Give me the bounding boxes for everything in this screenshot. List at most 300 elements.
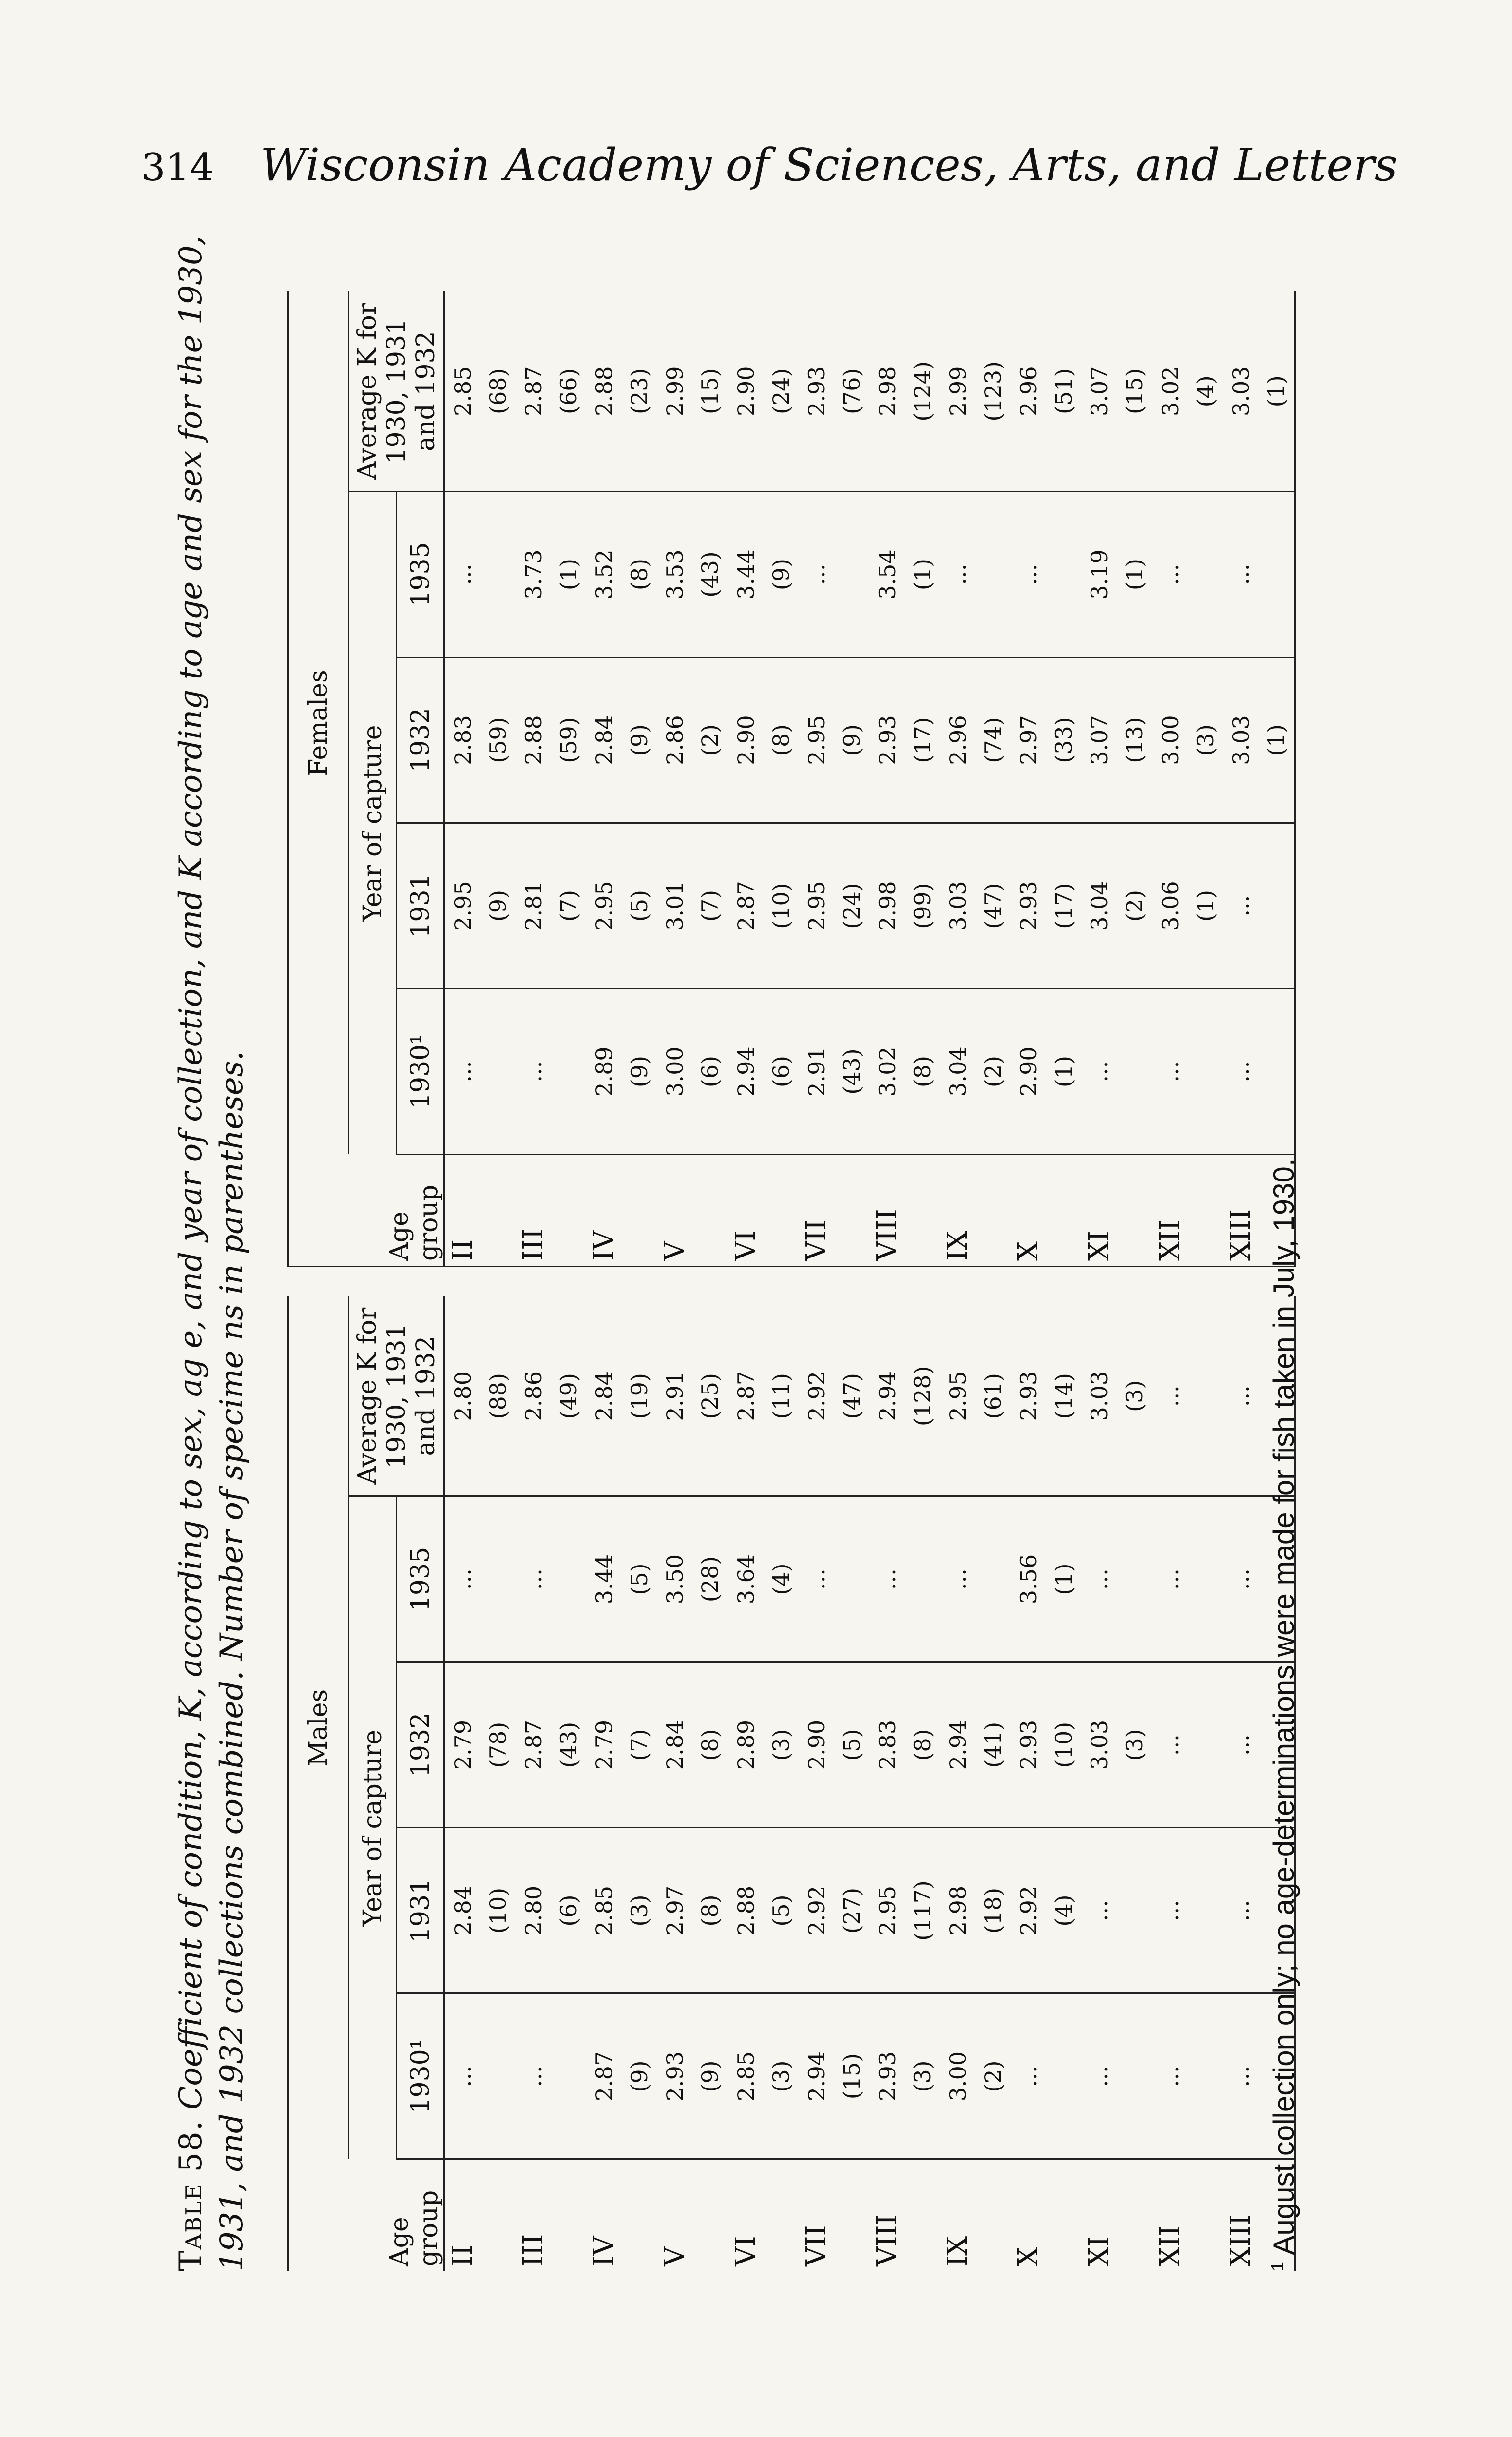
specimen-count: (59) — [485, 717, 511, 763]
k-value: ... — [520, 2066, 547, 2087]
k-value: 2.79 — [591, 1720, 618, 1770]
specimen-count: (1) — [909, 558, 936, 591]
k-value: 3.07 — [1086, 715, 1113, 765]
page-number: 314 — [141, 146, 214, 190]
specimen-count: (47) — [980, 883, 1007, 929]
age-group-cell: XI — [1083, 1231, 1115, 1261]
running-head: Wisconsin Academy of Sciences, Arts, and Letters — [260, 139, 1397, 191]
specimen-count: (3) — [1192, 724, 1219, 756]
table-row — [1082, 1296, 1152, 2271]
specimen-count: (15) — [1121, 368, 1148, 414]
table-row — [799, 1296, 870, 2271]
age-group-cell: II — [447, 2244, 478, 2266]
specimen-count: (1) — [1051, 1563, 1077, 1595]
age-group-cell: IV — [588, 2236, 620, 2266]
k-value: ... — [1086, 1900, 1113, 1921]
k-value: ... — [450, 563, 476, 585]
k-value: 2.79 — [450, 1720, 476, 1770]
specimen-count — [1117, 1829, 1152, 1993]
k-value: 2.95 — [591, 881, 618, 931]
year-of-capture-heading: Year of capture — [349, 492, 397, 1155]
specimen-count: (9) — [626, 724, 653, 756]
k-value: ... — [1086, 1568, 1113, 1590]
specimen-count — [480, 989, 516, 1154]
k-value: 2.94 — [732, 1046, 759, 1097]
k-value: 3.19 — [1086, 549, 1113, 600]
k-value: 2.80 — [450, 1371, 476, 1421]
k-value: 3.03 — [1227, 366, 1254, 416]
k-value: 3.73 — [520, 549, 547, 600]
year-heading: 1931 — [397, 1828, 445, 1993]
year-heading: 1932 — [397, 658, 445, 823]
specimen-count — [1046, 492, 1081, 657]
year-heading: 1932 — [397, 1662, 445, 1828]
tables-container — [287, 224, 1311, 2271]
table-row — [940, 291, 1011, 1266]
age-group-cell: XIII — [1225, 1209, 1257, 1261]
k-value: ... — [1227, 563, 1254, 585]
specimen-count: (9) — [626, 1055, 653, 1088]
specimen-count: (4) — [1192, 375, 1219, 407]
k-value: ... — [803, 1568, 830, 1590]
k-value: 2.97 — [662, 1885, 689, 1936]
k-value: 3.03 — [1086, 1720, 1113, 1770]
k-value: 2.95 — [803, 881, 830, 931]
k-value: 2.87 — [520, 1720, 547, 1770]
footnote-text: August collection only; no age-determinations were made for fish taken in July, 1930. — [1267, 1158, 1300, 2255]
age-group-cell: IV — [588, 1230, 620, 1261]
k-value: 2.86 — [520, 1371, 547, 1421]
specimen-count: (1) — [555, 558, 582, 591]
k-value: 3.52 — [591, 549, 618, 600]
specimen-count — [1188, 1829, 1223, 1993]
k-value: 2.93 — [662, 2051, 689, 2102]
page-header — [141, 139, 1397, 202]
k-value: 2.91 — [662, 1371, 689, 1421]
k-value: 2.99 — [662, 366, 689, 416]
specimen-count: (43) — [555, 1721, 582, 1768]
specimen-count: (4) — [1051, 1895, 1077, 1927]
specimen-count: (6) — [697, 1055, 724, 1088]
table-row — [1153, 1296, 1224, 2271]
k-value: 2.90 — [732, 366, 759, 416]
k-value: 3.50 — [662, 1554, 689, 1605]
k-value: 3.02 — [874, 1046, 900, 1097]
specimen-count — [1046, 1994, 1081, 2159]
age-group-cell: X — [1013, 1241, 1045, 1261]
k-value: 2.84 — [662, 1720, 689, 1770]
k-value: 3.53 — [662, 549, 689, 600]
k-value: ... — [1157, 2066, 1184, 2087]
specimen-count: (9) — [838, 724, 865, 756]
k-value: 2.93 — [1015, 1371, 1042, 1421]
k-value: 2.83 — [450, 715, 476, 765]
table-row — [940, 1296, 1011, 2271]
age-group-cell: IX — [942, 1231, 974, 1261]
table-row — [870, 1296, 940, 2271]
age-group-cell: II — [447, 1239, 478, 1261]
specimen-count: (43) — [838, 1048, 865, 1095]
specimen-count: (5) — [838, 1729, 865, 1761]
specimen-count: (17) — [909, 717, 936, 763]
k-value: ... — [1227, 1568, 1254, 1590]
specimen-count: (78) — [485, 1721, 511, 1768]
k-value: ... — [1227, 2066, 1254, 2087]
table-row — [1011, 291, 1082, 1266]
k-value: 3.64 — [732, 1554, 759, 1605]
k-value: 2.86 — [662, 715, 689, 765]
k-value: 2.92 — [803, 1885, 830, 1936]
k-value: ... — [1227, 1900, 1254, 1921]
table-row — [444, 291, 516, 1266]
k-value: 3.01 — [662, 881, 689, 931]
specimen-count: (10) — [485, 1887, 511, 1934]
specimen-count: (5) — [767, 1895, 794, 1927]
footnote — [1267, 224, 1301, 2271]
k-value: 2.92 — [1015, 1885, 1042, 1936]
k-value: 2.95 — [450, 881, 476, 931]
year-heading: 1935 — [397, 1496, 445, 1662]
specimen-count: (7) — [697, 890, 724, 922]
specimen-count: (123) — [980, 361, 1007, 422]
year-of-capture-heading: Year of capture — [349, 1496, 397, 2159]
specimen-count: (6) — [555, 1895, 582, 1927]
specimen-count: (23) — [626, 368, 653, 414]
specimen-count — [480, 1497, 516, 1662]
k-value: 2.85 — [450, 366, 476, 416]
specimen-count: (3) — [767, 1729, 794, 1761]
specimen-count: (59) — [555, 717, 582, 763]
specimen-count: (1) — [1051, 1055, 1077, 1088]
specimen-count: (3) — [626, 1895, 653, 1927]
k-value: ... — [1157, 1061, 1184, 1083]
table-row — [728, 291, 799, 1266]
k-value: 2.93 — [1015, 881, 1042, 931]
specimen-count: (2) — [980, 1055, 1007, 1088]
specimen-count — [976, 1497, 1011, 1662]
age-group-cell: V — [659, 1241, 691, 1261]
k-value: 2.87 — [520, 366, 547, 416]
specimen-count: (14) — [1051, 1373, 1077, 1419]
table-row — [799, 291, 870, 1266]
k-value: 2.90 — [803, 1720, 830, 1770]
specimen-count: (8) — [697, 1729, 724, 1761]
k-value: 2.87 — [732, 1371, 759, 1421]
age-group-cell: VIII — [871, 1209, 903, 1261]
k-value: 2.99 — [945, 366, 972, 416]
age-group-cell: XIII — [1225, 2214, 1257, 2266]
table-row — [657, 291, 728, 1266]
specimen-count — [1188, 989, 1223, 1154]
k-value: 2.94 — [945, 1720, 972, 1770]
k-value: 2.84 — [450, 1885, 476, 1936]
age-group-cell: III — [517, 2234, 550, 2266]
specimen-count: (8) — [697, 1895, 724, 1927]
k-value: 2.91 — [803, 1046, 830, 1097]
females-heading: Females — [288, 291, 349, 1154]
k-value: ... — [1015, 2066, 1042, 2087]
specimen-count: (13) — [1121, 717, 1148, 763]
k-value: 2.89 — [591, 1046, 618, 1097]
k-value: 3.00 — [945, 2051, 972, 2102]
table-row — [1082, 291, 1152, 1266]
specimen-count: (2) — [1121, 890, 1148, 922]
k-value: 2.92 — [803, 1371, 830, 1421]
age-group-heading: Age group — [288, 2159, 444, 2271]
k-value: 2.94 — [803, 2051, 830, 2102]
specimen-count: (6) — [767, 1055, 794, 1088]
age-group-cell: VII — [800, 1219, 832, 1261]
specimen-count: (10) — [1051, 1721, 1077, 1768]
k-value: ... — [1086, 2066, 1113, 2087]
k-value: 2.95 — [945, 1371, 972, 1421]
k-value: ... — [1157, 1900, 1184, 1921]
k-value: 3.54 — [874, 549, 900, 600]
specimen-count: (5) — [626, 890, 653, 922]
age-group-cell: V — [659, 2246, 691, 2266]
year-heading: 1930¹ — [397, 989, 445, 1155]
males-body — [444, 1296, 1295, 2271]
specimen-count: (15) — [838, 2053, 865, 2100]
specimen-count: (15) — [697, 368, 724, 414]
k-value: 2.88 — [732, 1885, 759, 1936]
table-label: Table 58. — [173, 2119, 209, 2271]
specimen-count: (8) — [909, 1729, 936, 1761]
k-value: 3.00 — [1157, 715, 1184, 765]
age-group-heading: Age group — [288, 1155, 444, 1267]
k-value: ... — [450, 1568, 476, 1590]
age-group-cell: IX — [942, 2236, 974, 2266]
average-k-heading: Average K for 1930, 1931 and 1932 — [349, 291, 445, 491]
k-value: ... — [874, 1568, 900, 1590]
year-heading: 1935 — [397, 492, 445, 658]
specimen-count: (1) — [1263, 724, 1289, 756]
specimen-count: (3) — [909, 2060, 936, 2092]
specimen-count: (27) — [838, 1887, 865, 1934]
table-row — [1011, 1296, 1082, 2271]
k-value: 2.83 — [874, 1720, 900, 1770]
rotated-table-block — [171, 224, 1340, 2271]
specimen-count: (1) — [1263, 375, 1289, 407]
females-table — [287, 291, 1296, 1267]
k-value: 2.93 — [874, 715, 900, 765]
year-heading: 1930¹ — [397, 1993, 445, 2159]
specimen-count: (128) — [909, 1366, 936, 1427]
age-group-cell: VIII — [871, 2214, 903, 2266]
k-value: 3.44 — [591, 1554, 618, 1605]
age-group-cell: XI — [1083, 2236, 1115, 2266]
specimen-count — [976, 492, 1011, 657]
specimen-count: (18) — [980, 1887, 1007, 1934]
k-value: 3.06 — [1157, 881, 1184, 931]
k-value: ... — [450, 2066, 476, 2087]
specimen-count: (51) — [1051, 368, 1077, 414]
k-value: 2.88 — [520, 715, 547, 765]
age-group-cell: VI — [729, 1230, 762, 1261]
k-value: 2.81 — [520, 881, 547, 931]
specimen-count — [1188, 1663, 1223, 1827]
specimen-count: (76) — [838, 368, 865, 414]
males-heading: Males — [288, 1296, 349, 2159]
k-value: ... — [945, 563, 972, 585]
table-caption — [171, 224, 252, 2271]
k-value: 2.90 — [732, 715, 759, 765]
females-body — [444, 291, 1295, 1266]
k-value: ... — [1157, 1568, 1184, 1590]
specimen-count: (7) — [626, 1729, 653, 1761]
table-caption-text: Coefficient of condition, K, according to sex, ag e, and year of collection, and K according to age and sex for the 1930, 1931, and 1932 collections combined. Number of specime ns in parentheses. — [173, 235, 250, 2271]
table-row — [516, 291, 587, 1266]
specimen-count: (17) — [1051, 883, 1077, 929]
k-value: 2.95 — [874, 1885, 900, 1936]
specimen-count: (10) — [767, 883, 794, 929]
age-group-cell: VI — [729, 2236, 762, 2266]
year-heading: 1931 — [397, 823, 445, 989]
k-value: 2.88 — [591, 366, 618, 416]
specimen-count: (4) — [767, 1563, 794, 1595]
age-group-cell: III — [517, 1228, 550, 1261]
k-value: 2.84 — [591, 715, 618, 765]
k-value: 2.98 — [874, 366, 900, 416]
specimen-count: (8) — [909, 1055, 936, 1088]
k-value: ... — [945, 1568, 972, 1590]
specimen-count — [1188, 1994, 1223, 2159]
footnote-mark: 1 — [1267, 2261, 1287, 2271]
specimen-count: (49) — [555, 1373, 582, 1419]
specimen-count: (3) — [1121, 1729, 1148, 1761]
average-k-heading: Average K for 1930, 1931 and 1932 — [349, 1296, 445, 1496]
k-value: 2.89 — [732, 1720, 759, 1770]
specimen-count — [551, 989, 586, 1154]
specimen-count: (28) — [697, 1556, 724, 1603]
specimen-count: (43) — [697, 551, 724, 598]
k-value: 2.97 — [1015, 715, 1042, 765]
specimen-count: (24) — [838, 883, 865, 929]
k-value: ... — [1015, 563, 1042, 585]
specimen-count — [480, 1994, 516, 2159]
age-group-cell: XII — [1154, 1219, 1186, 1261]
specimen-count — [905, 1497, 940, 1662]
specimen-count — [1117, 989, 1152, 1154]
specimen-count: (2) — [697, 724, 724, 756]
specimen-count: (3) — [1121, 1380, 1148, 1412]
specimen-count: (9) — [697, 2060, 724, 2092]
age-group-cell: XII — [1154, 2225, 1186, 2266]
k-value: ... — [1227, 1385, 1254, 1407]
k-value: 2.90 — [1015, 1046, 1042, 1097]
specimen-count: (1) — [1192, 890, 1219, 922]
k-value: 3.03 — [1227, 715, 1254, 765]
specimen-count — [1117, 1994, 1152, 2159]
specimen-count: (66) — [555, 368, 582, 414]
k-value: ... — [1157, 563, 1184, 585]
k-value: 2.93 — [803, 366, 830, 416]
k-value: ... — [1086, 1061, 1113, 1083]
specimen-count: (9) — [767, 558, 794, 591]
specimen-count: (99) — [909, 883, 936, 929]
specimen-count: (3) — [767, 2060, 794, 2092]
table-row — [1153, 291, 1224, 1266]
k-value: 2.93 — [1015, 1720, 1042, 1770]
specimen-count: (9) — [485, 890, 511, 922]
k-value: ... — [520, 1568, 547, 1590]
k-value: 3.04 — [945, 1046, 972, 1097]
k-value: 2.93 — [874, 2051, 900, 2102]
age-group-cell: X — [1013, 2247, 1045, 2266]
specimen-count: (24) — [767, 368, 794, 414]
specimen-count: (88) — [485, 1373, 511, 1419]
specimen-count: (68) — [485, 368, 511, 414]
specimen-count — [1188, 1497, 1223, 1662]
k-value: 2.85 — [732, 2051, 759, 2102]
specimen-count: (8) — [626, 558, 653, 591]
specimen-count: (2) — [980, 2060, 1007, 2092]
specimen-count: (25) — [697, 1373, 724, 1419]
k-value: 2.96 — [1015, 366, 1042, 416]
specimen-count: (1) — [1121, 558, 1148, 591]
k-value: 3.07 — [1086, 366, 1113, 416]
k-value: 2.98 — [874, 881, 900, 931]
k-value: ... — [1157, 1385, 1184, 1407]
k-value: 3.03 — [1086, 1371, 1113, 1421]
k-value: 3.02 — [1157, 366, 1184, 416]
table-row — [587, 1296, 657, 2271]
k-value: 2.98 — [945, 1885, 972, 1936]
k-value: ... — [520, 1061, 547, 1083]
k-value: 2.96 — [945, 715, 972, 765]
specimen-count — [834, 492, 869, 657]
k-value: 3.03 — [945, 881, 972, 931]
k-value: ... — [803, 563, 830, 585]
table-row — [870, 291, 940, 1266]
specimen-count: (124) — [909, 361, 936, 422]
specimen-count: (74) — [980, 717, 1007, 763]
specimen-count: (117) — [909, 1880, 936, 1941]
k-value: 3.04 — [1086, 881, 1113, 931]
specimen-count: (8) — [767, 724, 794, 756]
specimen-count: (7) — [555, 890, 582, 922]
k-value: ... — [450, 1061, 476, 1083]
specimen-count — [551, 1497, 586, 1662]
specimen-count — [1188, 1296, 1223, 1496]
specimen-count: (19) — [626, 1373, 653, 1419]
k-value: 2.84 — [591, 1371, 618, 1421]
k-value: ... — [1227, 1734, 1254, 1756]
k-value: 2.94 — [874, 1371, 900, 1421]
table-row — [587, 291, 657, 1266]
k-value: 2.85 — [591, 1885, 618, 1936]
table-row — [516, 1296, 587, 2271]
specimen-count — [551, 1994, 586, 2159]
males-table — [287, 1296, 1296, 2271]
specimen-count: (33) — [1051, 717, 1077, 763]
specimen-count — [1117, 1497, 1152, 1662]
k-value: 2.87 — [591, 2051, 618, 2102]
k-value: 2.95 — [803, 715, 830, 765]
k-value: 3.56 — [1015, 1554, 1042, 1605]
age-group-cell: VII — [800, 2225, 832, 2266]
specimen-count: (47) — [838, 1373, 865, 1419]
specimen-count — [1188, 492, 1223, 657]
table-row — [657, 1296, 728, 2271]
specimen-count: (41) — [980, 1721, 1007, 1768]
k-value: 3.44 — [732, 549, 759, 600]
k-value: 3.00 — [662, 1046, 689, 1097]
specimen-count: (11) — [767, 1373, 794, 1419]
specimen-count: (61) — [980, 1373, 1007, 1419]
k-value: 2.80 — [520, 1885, 547, 1936]
table-row — [728, 1296, 799, 2271]
